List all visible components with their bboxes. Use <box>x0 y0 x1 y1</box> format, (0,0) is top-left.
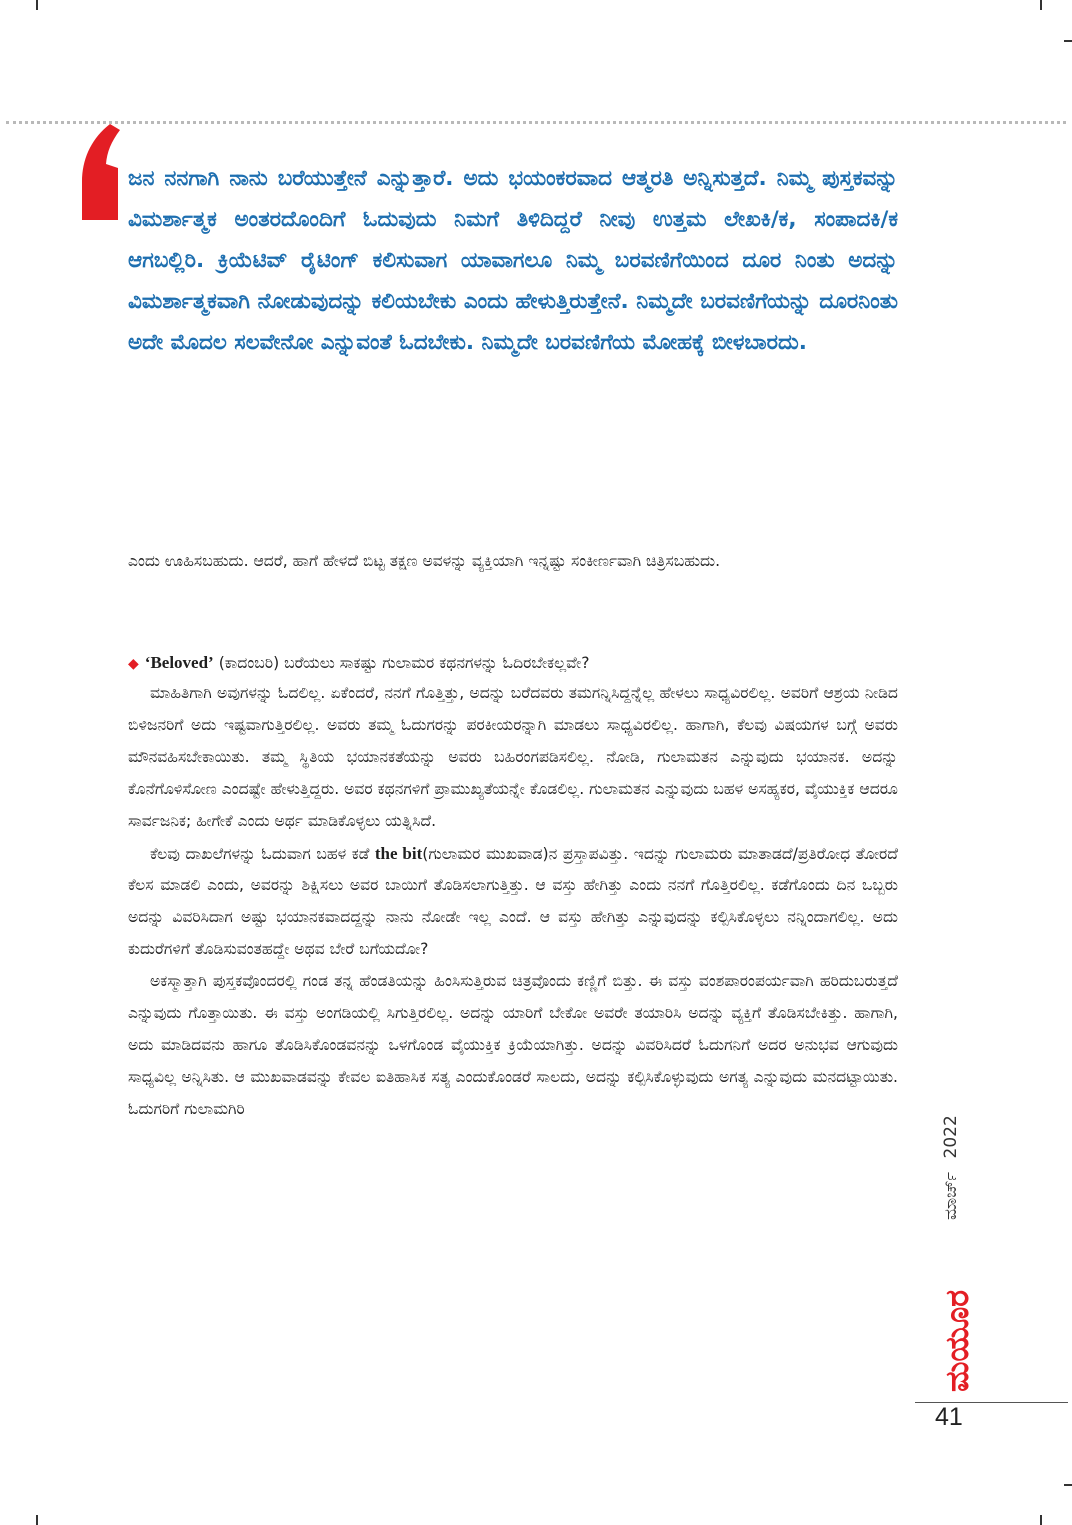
answer-paragraph-3: ಅಕಸ್ಮಾತ್ತಾಗಿ ಪುಸ್ತಕವೊಂದರಲ್ಲಿ ಗಂಡ ತನ್ನ ಹೆಂಡತಿಯನ್ನು ಹಿಂಸಿಸುತ್ತಿರುವ ಚಿತ್ರವೊಂದು ಕಣ್ಣಿಗೆ ಬಿತ್ತು. ಈ ವಸ್ತು ವಂಶಪಾರಂಪರ್ಯವಾಗಿ ಹರಿದುಬರುತ್ತದೆ ಎನ್ನುವುದು ಗೊತ್ತಾಯಿತು. ಈ ವಸ್ತು ಅಂಗಡಿಯಲ್ಲಿ ಸಿಗುತ್ತಿರಲಿಲ್ಲ. ಅದನ್ನು ಯಾರಿಗೆ ಬೇಕೋ ಅವರೇ ತಯಾರಿಸಿ ಅದನ್ನು ವ್ಯಕ್ತಿಗೆ ತೊಡಿಸಬೇಕಿತ್ತು. ಹಾಗಾಗಿ, ಅದು ಮಾಡಿದವನು ಹಾಗೂ ತೊಡಿಸಿಕೊಂಡವನನ್ನು ಒಳಗೊಂಡ ವೈಯುಕ್ತಿಕ ಕ್ರಿಯೆಯಾಗಿತ್ತು. ಅದನ್ನು ವಿವರಿಸಿದರೆ ಓದುಗನಿಗೆ ಅದರ ಅನುಭವ ಆಗುವುದು ಸಾಧ್ಯವಿಲ್ಲ ಅನ್ನಿಸಿತು. ಆ ಮುಖವಾಡವನ್ನು ಕೇವಲ ಐತಿಹಾಸಿಕ ಸತ್ಯ ಎಂದುಕೊಂಡರೆ ಸಾಲದು, ಅದನ್ನು ಕಲ್ಪಿಸಿಕೊಳ್ಳುವುದು ಅಗತ್ಯ ಎನ್ನುವುದು ಮನದಟ್ಟಾಯಿತು. ಓದುಗರಿಗೆ ಗುಲಾಮಗಿರಿ <box>128 972 898 1118</box>
crop-mark-bottom-left <box>36 1515 38 1525</box>
crop-mark-top-left <box>36 0 38 10</box>
crop-mark-top-right <box>1040 0 1042 10</box>
intro-paragraph: ಎಂದು ಊಹಿಸಬಹುದು. ಆದರೆ, ಹಾಗೆ ಹೇಳದೆ ಬಿಟ್ಟ ತಕ್ಷಣ ಅವಳನ್ನು ವ್ಯಕ್ತಿಯಾಗಿ ಇನ್ನಷ್ಟು ಸಂಕೀರ್ಣವಾಗಿ ಚಿತ್ರಿಸಬಹುದು. <box>128 552 721 570</box>
book-title: ‘Beloved’ <box>144 653 214 672</box>
pull-quote: ಜನ ನನಗಾಗಿ ನಾನು ಬರೆಯುತ್ತೇನೆ ಎನ್ನುತ್ತಾರೆ. ಅದು ಭಯಂಕರವಾದ ಆತ್ಮರತಿ ಅನ್ನಿಸುತ್ತದೆ. ನಿಮ್ಮ ಪುಸ್ತಕವನ್ನು ವಿಮರ್ಶಾತ್ಮಕ ಅಂತರದೊಂದಿಗೆ ಓದುವುದು ನಿಮಗೆ ತಿಳಿದಿದ್ದರೆ ನೀವು ಉತ್ತಮ ಲೇಖಕಿ/ಕ, ಸಂಪಾದಕಿ/ಕ ಆಗಬಲ್ಲಿರಿ. ಕ್ರಿಯೆಟಿವ್ ರೈಟಿಂಗ್ ಕಲಿಸುವಾಗ ಯಾವಾಗಲೂ ನಿಮ್ಮ ಬರವಣಿಗೆಯಿಂದ ದೂರ ನಿಂತು ಅದನ್ನು ವಿಮರ್ಶಾತ್ಮಕವಾಗಿ ನೋಡುವುದನ್ನು ಕಲಿಯಬೇಕು ಎಂದು ಹೇಳುತ್ತಿರುತ್ತೇನೆ. ನಿಮ್ಮದೇ ಬರವಣಿಗೆಯನ್ನು ದೂರನಿಂತು ಅದೇ ಮೊದಲ ಸಲವೇನೋ ಎನ್ನುವಂತೆ ಓದಬೇಕು. ನಿಮ್ಮದೇ ಬರವಣಿಗೆಯ ಮೋಹಕ್ಕೆ ಬೀಳಬಾರದು. <box>128 166 898 355</box>
crop-mark-right-lower <box>1064 1484 1072 1486</box>
magazine-sidebar <box>934 1050 974 1395</box>
answer-body <box>128 678 898 1126</box>
dotted-divider <box>6 121 1066 124</box>
english-term: the bit <box>374 843 423 863</box>
issue-month: ಮಾರ್ಚ್ <box>941 1171 961 1220</box>
bullet-diamond-icon: ◆ <box>128 656 139 672</box>
answer-paragraph-1: ಮಾಹಿತಿಗಾಗಿ ಅವುಗಳನ್ನು ಓದಲಿಲ್ಲ. ಏಕೆಂದರೆ, ನನಗೆ ಗೊತ್ತಿತ್ತು, ಅದನ್ನು ಬರೆದವರು ತಮಗನ್ನಿಸಿದ್ದನ್ನೆಲ್ಲ ಹೇಳಲು ಸಾಧ್ಯವಿರಲಿಲ್ಲ. ಅವರಿಗೆ ಆಶ್ರಯ ನೀಡಿದ ಬಿಳಿಜನರಿಗೆ ಅದು ಇಷ್ಟವಾಗುತ್ತಿರಲಿಲ್ಲ. ಅವರು ತಮ್ಮ ಓದುಗರನ್ನು ಪರಕೀಯರನ್ನಾಗಿ ಮಾಡಲು ಸಾಧ್ಯವಿರಲಿಲ್ಲ. ಹಾಗಾಗಿ, ಕೆಲವು ವಿಷಯಗಳ ಬಗ್ಗೆ ಅವರು ಮೌನವಹಿಸಬೇಕಾಯಿತು. ತಮ್ಮ ಸ್ಥಿತಿಯ ಭಯಾನಕತೆಯನ್ನು ಅವರು ಬಹಿರಂಗಪಡಿಸಲಿಲ್ಲ. ನೋಡಿ, ಗುಲಾಮತನ ಎನ್ನುವುದು ಭಯಾನಕ. ಅದನ್ನು ಕೊನೆಗೊಳಿಸೋಣ ಎಂದಷ್ಟೇ ಹೇಳುತ್ತಿದ್ದರು. ಅವರ ಕಥನಗಳಿಗೆ ಪ್ರಾಮುಖ್ಯತೆಯನ್ನೇ ಕೊಡಲಿಲ್ಲ. ಗುಲಾಮತನ ಎನ್ನುವುದು ಬಹಳ ಅಸಹ್ಯಕರ, ವೈಯುಕ್ತಿಕ ಆದರೂ ಸಾರ್ವಜನಿಕ; ಹೀಗೇಕೆ ಎಂದು ಅರ್ಥ ಮಾಡಿಕೊಳ್ಳಲು ಯತ್ನಿಸಿದೆ. <box>128 684 898 830</box>
issue-year: 2022 <box>941 1115 961 1159</box>
answer-paragraph-2-end: (ಗುಲಾಮರ ಮುಖವಾಡ)ನ ಪ್ರಸ್ತಾಪವಿತ್ತು. ಇದನ್ನು ಗುಲಾಮರು ಮಾತಾಡದೆ/ಪ್ರತಿರೋಧ ತೋರದೆ ಕೆಲಸ ಮಾಡಲಿ ಎಂದು, ಅವರನ್ನು ಶಿಕ್ಷಿಸಲು ಅವರ ಬಾಯಿಗೆ ತೊಡಿಸಲಾಗುತ್ತಿತ್ತು. ಆ ವಸ್ತು ಹೇಗಿತ್ತು ಎಂದು ನನಗೆ ಗೊತ್ತಿರಲಿಲ್ಲ. ಕಡೆಗೊಂದು ದಿನ ಒಬ್ಬರು ಅದನ್ನು ವಿವರಿಸಿದಾಗ ಅಷ್ಟು ಭಯಾನಕವಾದದ್ದನ್ನು ನಾನು ನೋಡೇ ಇಲ್ಲ ಎಂದೆ. ಆ ವಸ್ತು ಹೇಗಿತ್ತು ಎನ್ನುವುದನ್ನು ಕಲ್ಪಿಸಿಕೊಳ್ಳಲು ನನ್ನಿಂದಾಗಲಿಲ್ಲ. ಅದು ಕುದುರೆಗಳಿಗೆ ತೊಡಿಸುವಂತಹದ್ದೇ ಅಥವ ಬೇರೆ ಬಗೆಯದೋ? <box>128 844 899 959</box>
answer-paragraph-2-start: ಕೆಲವು ದಾಖಲೆಗಳನ್ನು ಓದುವಾಗ ಬಹಳ ಕಡೆ <box>150 844 370 863</box>
crop-mark-right-upper <box>1064 40 1072 42</box>
quote-mark-icon <box>80 124 122 220</box>
issue-date <box>941 1115 961 1220</box>
interview-question <box>128 647 898 681</box>
answer-paragraph-2 <box>128 838 898 967</box>
question-text: (ಕಾದಂಬರಿ) ಬರೆಯಲು ಸಾಕಷ್ಟು ಗುಲಾಮರ ಕಥನಗಳನ್ನು ಓದಿರಬೇಕಲ್ಲವೇ? <box>218 654 590 672</box>
magazine-name: ಮಯೂರ <box>938 1289 974 1392</box>
page-number: 41 <box>935 1403 963 1431</box>
crop-mark-bottom-right <box>1040 1515 1042 1525</box>
